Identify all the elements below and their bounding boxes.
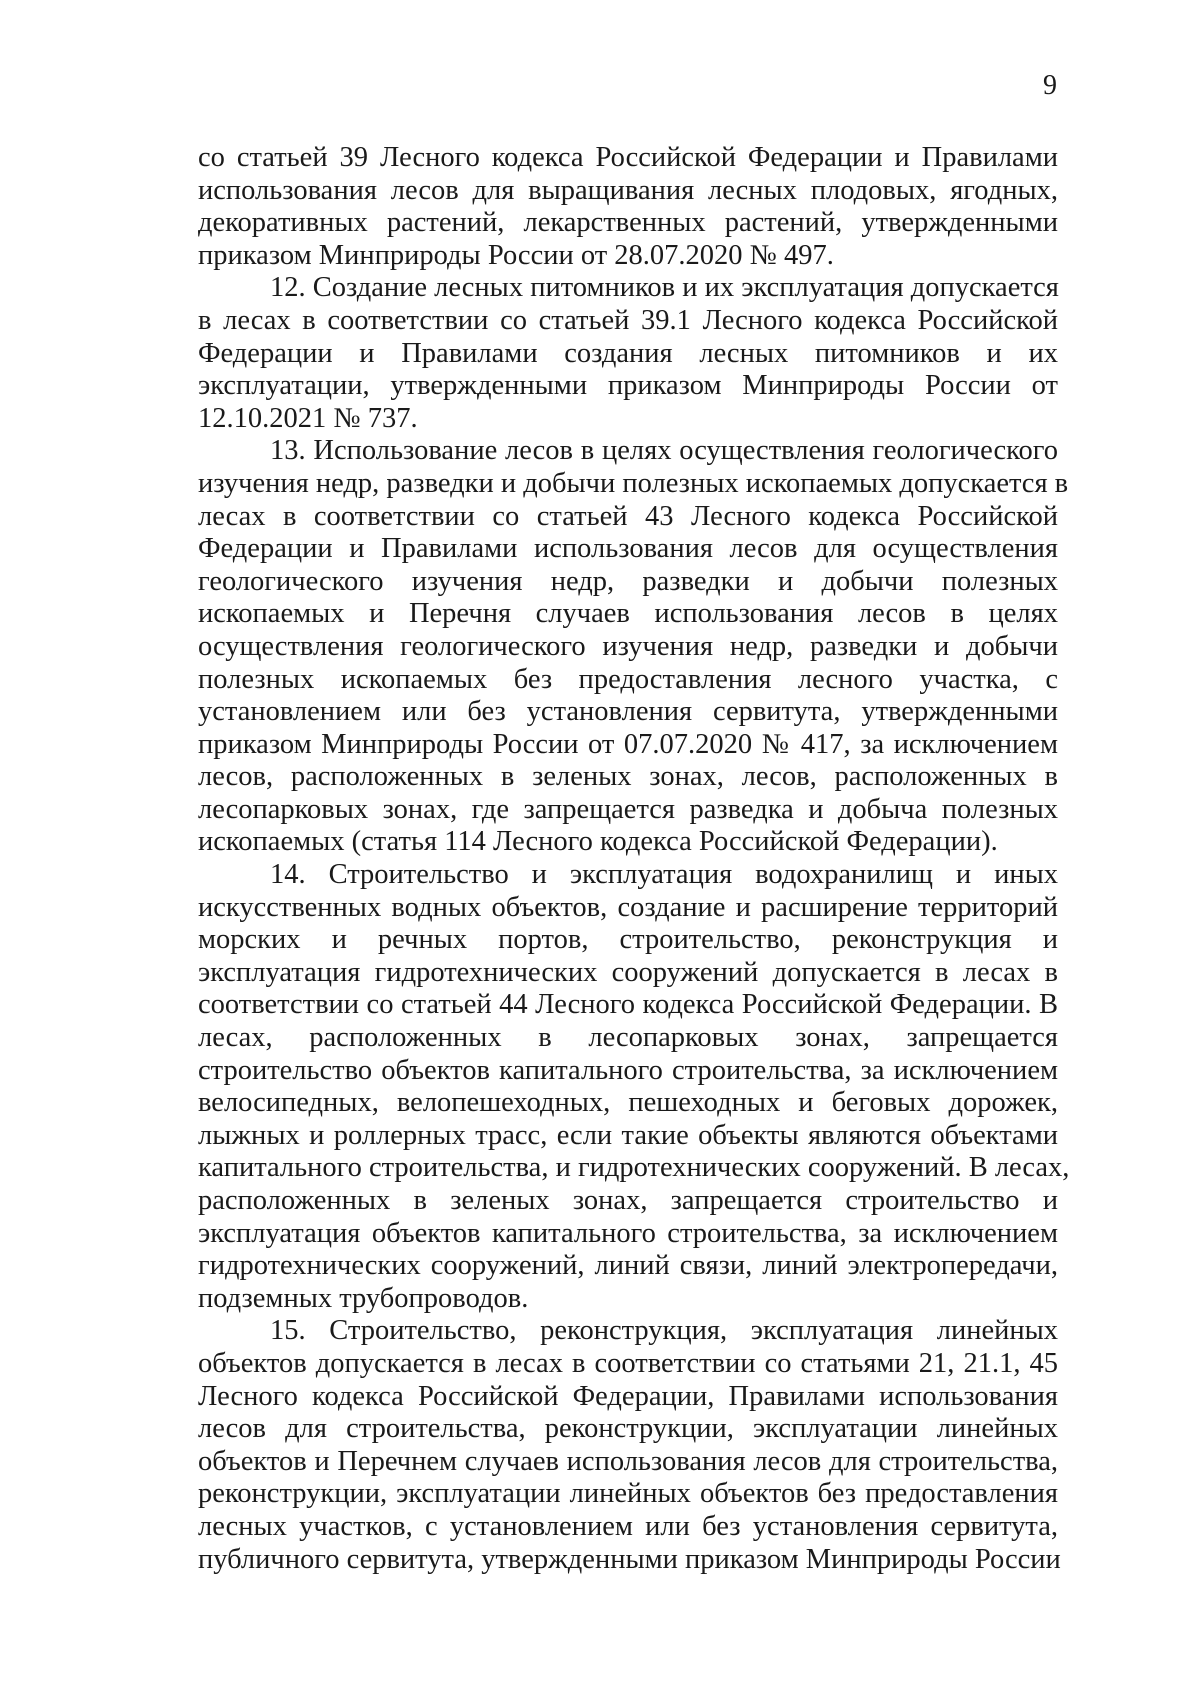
text-line: лыжных и роллерных трасс, если такие объекты являются объектами xyxy=(198,1119,1058,1151)
text-line: объектов и Перечнем случаев использования лесов для строительства, xyxy=(198,1445,1058,1477)
text-line: со статьей 39 Лесного кодекса Российской Федерации и Правилами xyxy=(198,142,1058,173)
text-line: 13. Использование лесов в целях осуществления геологического xyxy=(270,435,1058,467)
text-line: подземных трубопроводов. xyxy=(198,1282,529,1314)
text-line: декоративных растений, лекарственных растений, утвержденными xyxy=(198,207,1058,239)
text-line: 15. Строительство, реконструкция, эксплуатация линейных xyxy=(270,1315,1058,1347)
text-line: осуществления геологического изучения недр, разведки и добычи xyxy=(198,630,1058,662)
text-line: гидротехнических сооружений, линий связи, линий электропередачи, xyxy=(198,1250,1058,1282)
text-line: приказом Минприроды России от 07.07.2020 № 417, за исключением xyxy=(198,728,1058,760)
text-line: соответствии со статьей 44 Лесного кодекса Российской Федерации. В xyxy=(198,989,1058,1021)
text-line: использования лесов для выращивания лесных плодовых, ягодных, xyxy=(198,174,1058,206)
text-line: искусственных водных объектов, создание и расширение территорий xyxy=(198,891,1058,923)
text-line: строительство объектов капитального строительства, за исключением xyxy=(198,1054,1058,1086)
text-line: установлением или без установления сервитута, утвержденными xyxy=(198,696,1058,728)
document-body xyxy=(198,142,1070,1576)
text-line: капитального строительства, и гидротехнических сооружений. В лесах, xyxy=(198,1152,1070,1184)
text-line: лесах в соответствии со статьей 43 Лесного кодекса Российской xyxy=(198,500,1058,532)
text-line: велосипедных, велопешеходных, пешеходных и беговых дорожек, xyxy=(198,1087,1058,1119)
text-line: в лесах в соответствии со статьей 39.1 Лесного кодекса Российской xyxy=(198,304,1058,336)
text-line: морских и речных портов, строительство, реконструкция и xyxy=(198,924,1058,956)
text-line: лесов для строительства, реконструкции, эксплуатации линейных xyxy=(198,1413,1058,1445)
text-line: эксплуатации, утвержденными приказом Минприроды России от xyxy=(198,370,1058,402)
text-line: геологического изучения недр, разведки и добычи полезных xyxy=(198,565,1058,597)
text-line: объектов допускается в лесах в соответствии со статьями 21, 21.1, 45 xyxy=(198,1347,1058,1379)
text-line: лесах, расположенных в лесопарковых зонах, запрещается xyxy=(198,1022,1058,1054)
text-line: 14. Строительство и эксплуатация водохранилищ и иных xyxy=(270,859,1058,891)
text-line: 12. Создание лесных питомников и их эксплуатация допускается xyxy=(270,272,1059,304)
page-number: 9 xyxy=(1043,70,1057,101)
text-line: приказом Минприроды России от 28.07.2020 № 497. xyxy=(198,239,834,271)
text-line: изучения недр, разведки и добычи полезных ископаемых допускается в xyxy=(198,467,1069,499)
text-line: реконструкции, эксплуатации линейных объектов без предоставления xyxy=(198,1478,1058,1510)
text-line: ископаемых (статья 114 Лесного кодекса Российской Федерации). xyxy=(198,826,998,858)
text-line: полезных ископаемых без предоставления лесного участка, с xyxy=(198,663,1058,695)
text-line: расположенных в зеленых зонах, запрещается строительство и xyxy=(198,1185,1058,1216)
text-line: Федерации и Правилами использования лесов для осуществления xyxy=(198,533,1058,565)
text-line: эксплуатация гидротехнических сооружений допускается в лесах в xyxy=(198,956,1058,988)
text-line: Лесного кодекса Российской Федерации, Правилами использования xyxy=(198,1380,1058,1412)
text-line: ископаемых и Перечня случаев использования лесов в целях xyxy=(198,598,1058,630)
text-line: лесов, расположенных в зеленых зонах, лесов, расположенных в xyxy=(198,761,1058,793)
text-line: эксплуатация объектов капитального строительства, за исключением xyxy=(198,1217,1058,1249)
text-line: 12.10.2021 № 737. xyxy=(198,402,418,434)
text-line: публичного сервитута, утвержденными приказом Минприроды России xyxy=(198,1543,1061,1575)
text-line: лесопарковых зонах, где запрещается разведка и добыча полезных xyxy=(198,793,1058,825)
text-line: Федерации и Правилами создания лесных питомников и их xyxy=(198,337,1058,369)
text-line: лесных участков, с установлением или без установления сервитута, xyxy=(198,1510,1058,1542)
